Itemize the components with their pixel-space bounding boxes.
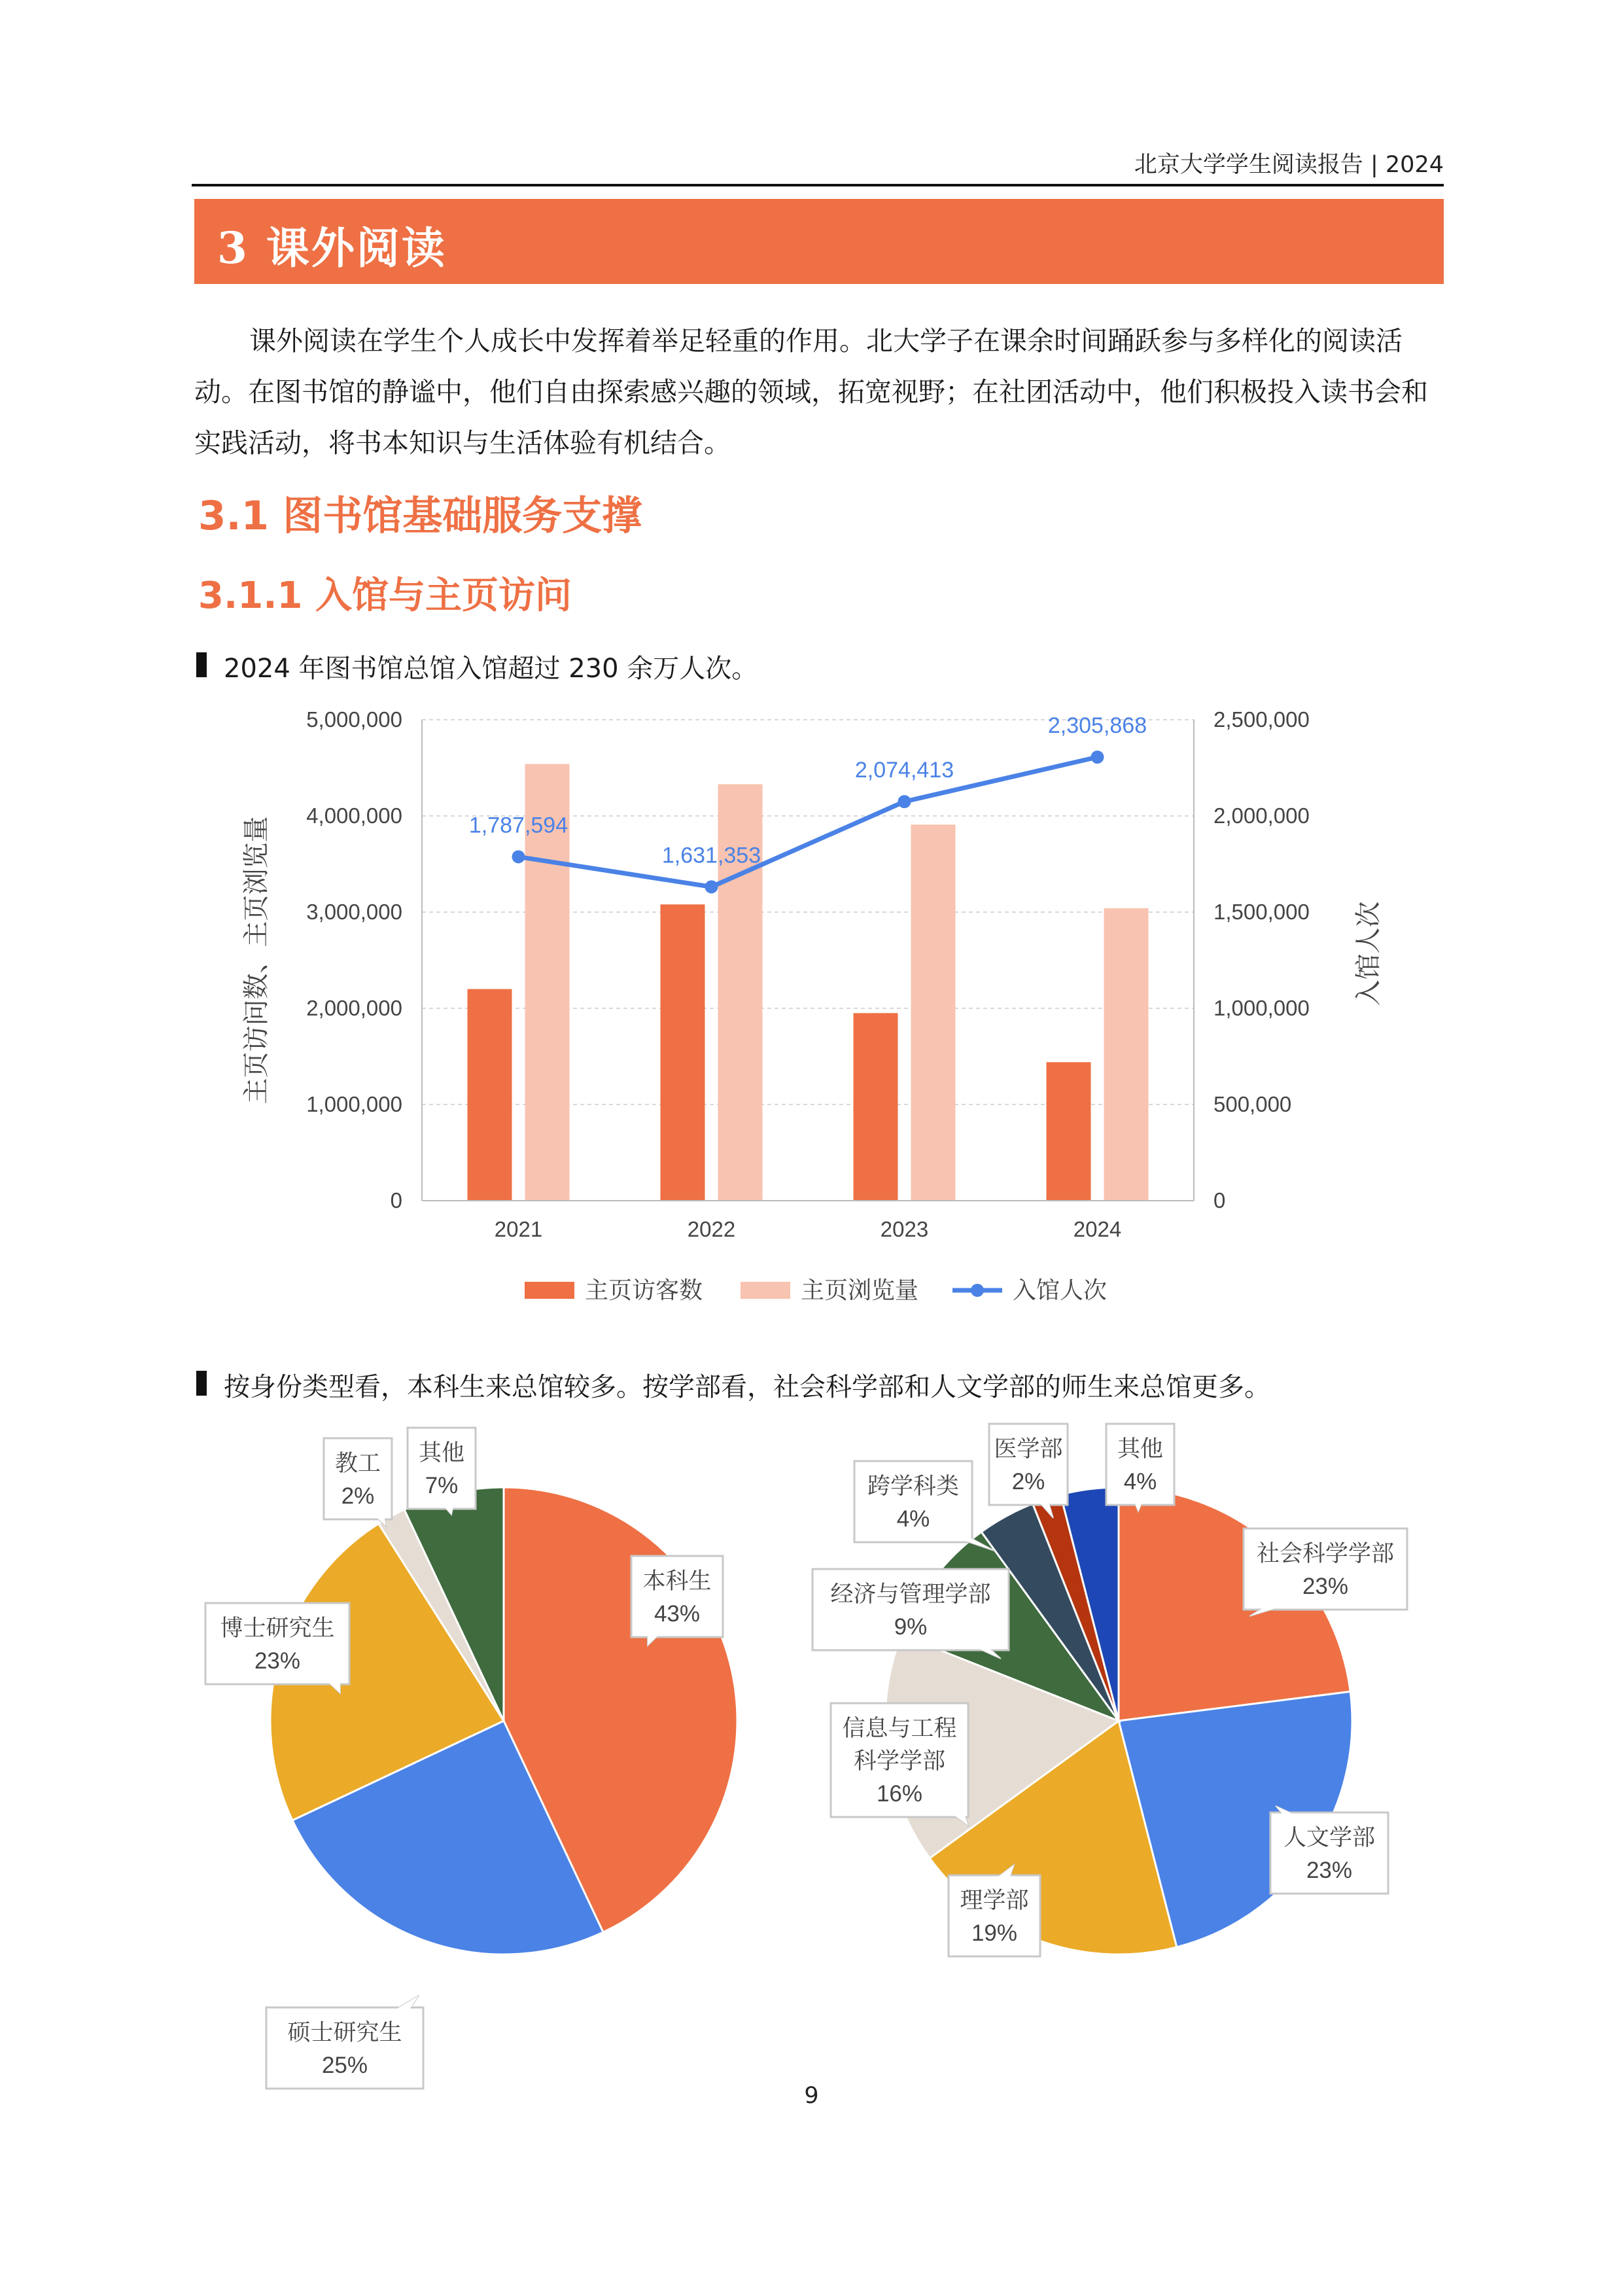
y2-axis-title: 入馆人次	[1354, 901, 1383, 1006]
data-label: 2,074,413	[854, 758, 954, 783]
slice-label: 医学部	[994, 1436, 1063, 1462]
slice-percent: 7%	[425, 1473, 459, 1498]
y-tick-label: 1,000,000	[306, 1092, 402, 1116]
bar-homepage-views	[1104, 908, 1149, 1201]
section-heading: 3.1 图书馆基础服务支撑	[198, 493, 642, 539]
slice-label: 理学部	[960, 1888, 1029, 1913]
slice-label: 其他	[1117, 1436, 1164, 1462]
bar-homepage-visitors	[468, 989, 512, 1201]
line-point	[1091, 751, 1104, 764]
y-tick-label: 0	[390, 1188, 402, 1212]
x-tick-label: 2024	[1073, 1217, 1122, 1241]
y2-tick-label: 500,000	[1213, 1092, 1292, 1116]
slice-percent: 4%	[1123, 1469, 1157, 1494]
data-label: 1,631,353	[661, 843, 761, 868]
bullet-marker	[196, 1371, 207, 1396]
y2-tick-label: 0	[1213, 1188, 1226, 1212]
slice-percent: 16%	[876, 1781, 923, 1807]
y2-tick-label: 2,000,000	[1213, 804, 1310, 828]
slice-label: 博士研究生	[220, 1616, 335, 1641]
slice-percent: 2%	[341, 1483, 375, 1509]
identity-pie-chart	[190, 1407, 778, 2078]
y-tick-label: 4,000,000	[306, 804, 402, 828]
slice-percent: 9%	[894, 1614, 928, 1640]
header-rule	[192, 184, 1444, 186]
slice-label: 其他	[418, 1440, 465, 1466]
legend-swatch	[741, 1282, 790, 1299]
y-tick-label: 2,000,000	[306, 996, 402, 1020]
bullet-marker	[196, 652, 207, 677]
line-point	[512, 850, 525, 863]
slice-percent: 23%	[254, 1648, 301, 1674]
y2-tick-label: 1,500,000	[1213, 900, 1310, 924]
slice-label: 硕士研究生	[287, 2020, 402, 2045]
slice-label: 社会科学学部	[1256, 1541, 1395, 1566]
slice-percent: 25%	[321, 2053, 368, 2078]
slice-label: 经济与管理学部	[830, 1581, 991, 1607]
legend-label: 主页访客数	[585, 1277, 703, 1303]
data-label: 2,305,868	[1047, 713, 1147, 739]
bar-homepage-views	[911, 824, 956, 1201]
slice-percent: 43%	[654, 1601, 701, 1627]
bar-homepage-visitors	[1047, 1062, 1091, 1201]
y2-tick-label: 2,500,000	[1213, 707, 1310, 732]
y2-tick-label: 1,000,000	[1213, 996, 1310, 1020]
line-point	[705, 880, 718, 893]
legend-swatch	[525, 1282, 574, 1299]
data-label: 1,787,594	[468, 813, 568, 838]
slice-percent: 23%	[1306, 1858, 1353, 1883]
subsection-heading: 3.1.1 入馆与主页访问	[198, 574, 572, 617]
legend-swatch	[971, 1284, 984, 1297]
chapter-title: 3 课外阅读	[217, 222, 447, 274]
x-tick-label: 2023	[880, 1217, 929, 1241]
slice-label: 本科生	[642, 1568, 712, 1594]
slice-label: 跨学科类	[867, 1474, 960, 1499]
slice-label: 教工	[334, 1451, 381, 1476]
y-axis-title: 主页访问数、主页浏览量	[242, 816, 271, 1104]
bullet-text-identity: 按身份类型看，本科生来总馆较多。按学部看，社会科学部和人文学部的师生来总馆更多。	[224, 1372, 1270, 1402]
bar-homepage-visitors	[854, 1013, 898, 1201]
x-tick-label: 2021	[494, 1217, 543, 1241]
slice-percent: 2%	[1011, 1469, 1045, 1494]
slice-label: 科学学部	[853, 1748, 946, 1774]
slice-label: 信息与工程	[842, 1716, 957, 1741]
x-tick-label: 2022	[687, 1217, 736, 1241]
line-library-entries	[519, 757, 1098, 887]
slice-label: 人文学部	[1283, 1825, 1376, 1850]
bullet-text-visits: 2024 年图书馆总馆入馆超过 230 余万人次。	[224, 654, 758, 684]
legend-label: 主页浏览量	[801, 1277, 919, 1303]
slice-percent: 4%	[896, 1506, 930, 1532]
slice-percent: 23%	[1302, 1574, 1349, 1599]
intro-paragraph: 课外阅读在学生个人成长中发挥着举足轻重的作用。北大学子在课余时间踊跃参与多样化的阅读活动。在图书馆的静谧中，他们自由探索感兴趣的领域，拓宽视野；在社团活动中，他们积极投入读书会和实践活动，将书本知识与生活体验有机结合。	[194, 325, 1428, 459]
faculty-pie-chart	[778, 1407, 1459, 1996]
visits-bar-line-chart	[236, 690, 1387, 1318]
line-point	[898, 795, 911, 808]
slice-percent: 19%	[971, 1920, 1018, 1946]
bar-homepage-visitors	[661, 904, 705, 1201]
y-tick-label: 3,000,000	[306, 900, 402, 924]
y-tick-label: 5,000,000	[306, 707, 402, 732]
page-number: 9	[804, 2083, 819, 2109]
legend-label: 入馆人次	[1013, 1277, 1108, 1303]
running-header: 北京大学学生阅读报告 | 2024	[1134, 152, 1444, 178]
